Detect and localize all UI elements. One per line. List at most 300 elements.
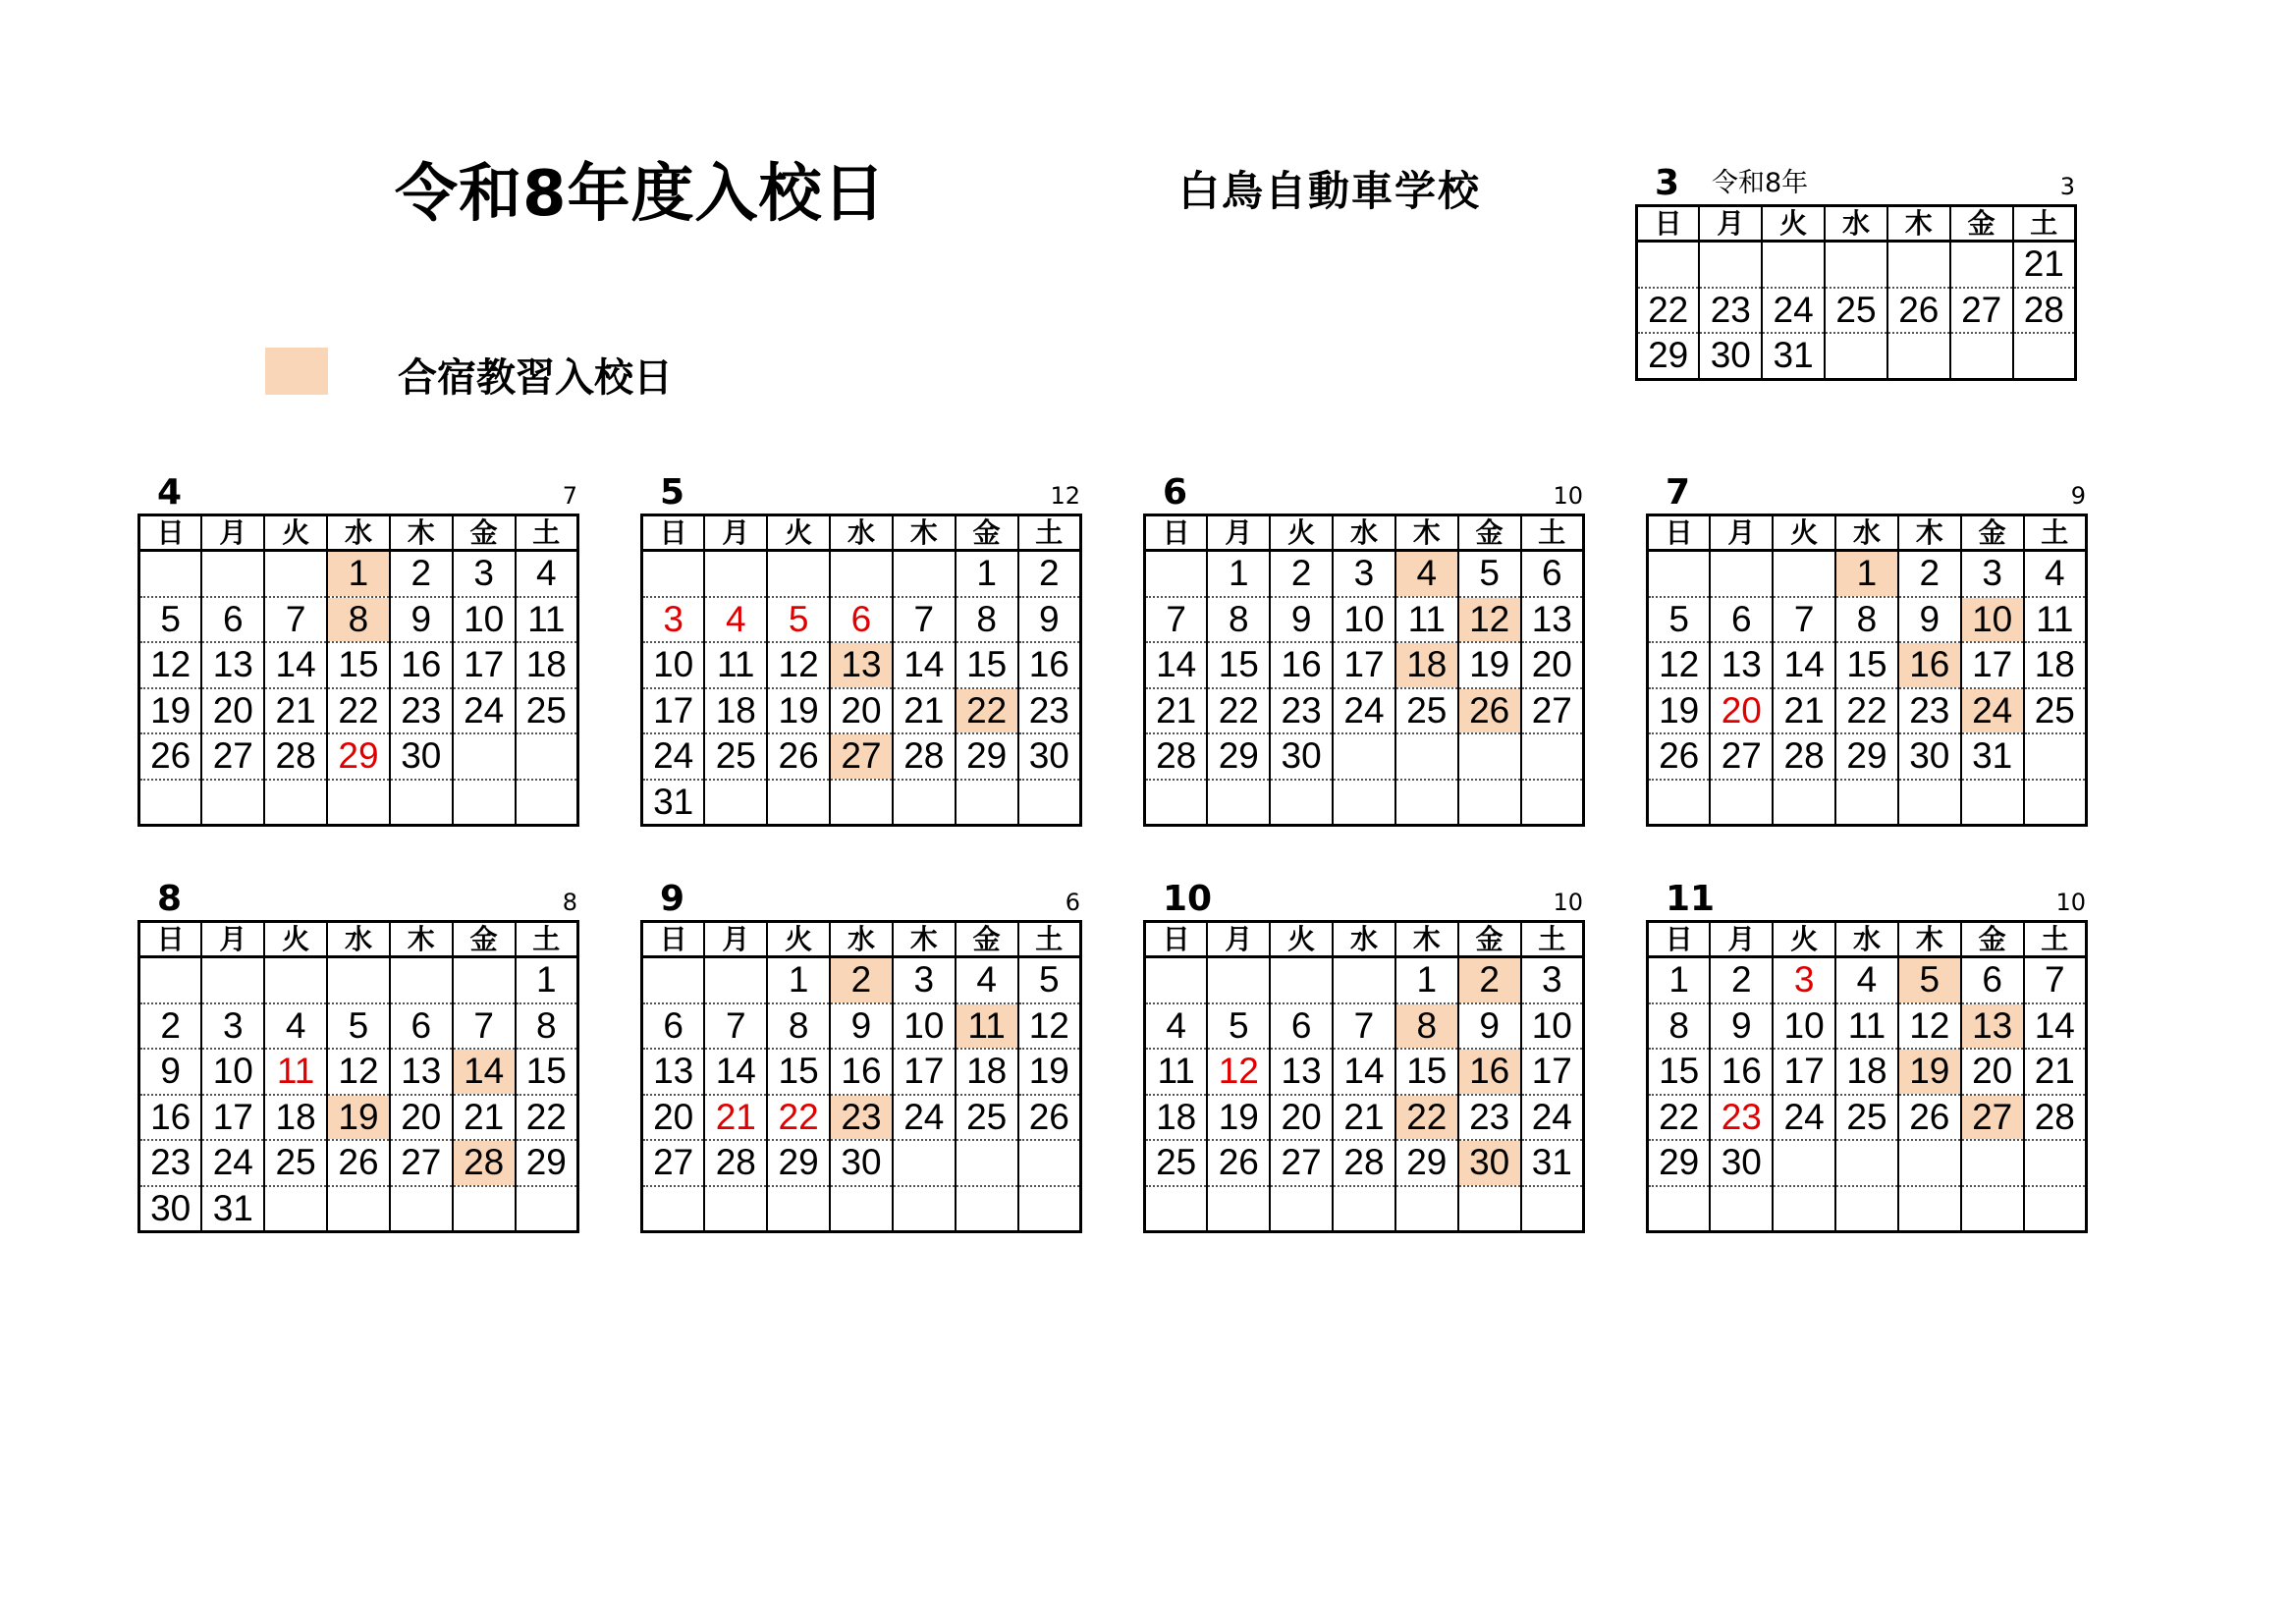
empty-cell	[201, 780, 264, 826]
empty-cell	[139, 957, 202, 1003]
empty-cell	[201, 957, 264, 1003]
day-cell: 26	[139, 733, 202, 780]
day-cell: 1	[956, 551, 1018, 597]
day-cell: 28	[1333, 1140, 1395, 1186]
empty-cell	[1018, 1140, 1081, 1186]
day-cell: 11	[516, 597, 578, 643]
day-cell: 24	[1762, 288, 1825, 334]
day-cell: 21	[264, 688, 327, 734]
day-cell: 19	[1018, 1049, 1081, 1095]
empty-cell	[1699, 242, 1762, 288]
empty-cell	[830, 1186, 893, 1232]
day-cell: 17	[893, 1049, 956, 1095]
empty-cell	[1825, 333, 1887, 379]
day-cell: 18	[1145, 1095, 1208, 1141]
week-row	[1145, 1049, 1584, 1095]
day-cell: 6	[1521, 551, 1584, 597]
day-cell: 7	[1145, 597, 1208, 643]
empty-cell	[1898, 1186, 1961, 1232]
week-row	[1145, 551, 1584, 597]
empty-cell	[1961, 780, 2024, 826]
empty-cell	[1648, 1186, 1711, 1232]
weekday-label: 月	[704, 922, 767, 957]
day-cell: 2	[139, 1003, 202, 1050]
weekday-header-row	[1145, 922, 1584, 957]
day-cell: 24	[453, 688, 516, 734]
empty-cell	[1710, 551, 1773, 597]
calendar-month-10	[1143, 879, 1585, 1233]
day-cell: 4	[516, 551, 578, 597]
day-cell: 30	[1699, 333, 1762, 379]
empty-cell	[264, 551, 327, 597]
day-cell: 21	[893, 688, 956, 734]
weekday-label: 月	[1699, 206, 1762, 242]
empty-cell	[1835, 780, 1898, 826]
day-cell: 8	[1207, 597, 1270, 643]
week-row	[1145, 1095, 1584, 1141]
day-cell: 10	[453, 597, 516, 643]
day-cell: 21	[1333, 1095, 1395, 1141]
day-cell: 21	[2024, 1049, 2087, 1095]
calendar-header	[640, 472, 1082, 514]
day-cell: 18	[1395, 642, 1458, 688]
weekday-label: 土	[2024, 922, 2087, 957]
day-cell: 22	[956, 688, 1018, 734]
day-cell: 29	[1207, 733, 1270, 780]
day-cell: 28	[2024, 1095, 2087, 1141]
weekday-label: 土	[2024, 515, 2087, 551]
week-row	[139, 1186, 578, 1232]
weekday-label: 水	[830, 515, 893, 551]
day-cell: 23	[1458, 1095, 1521, 1141]
day-cell: 16	[830, 1049, 893, 1095]
entry-count: 12	[1050, 482, 1080, 510]
calendar-grid	[1143, 514, 1585, 827]
empty-cell	[1835, 1186, 1898, 1232]
week-row	[1648, 688, 2087, 734]
month-number: 9	[660, 879, 685, 919]
month-number: 6	[1163, 472, 1188, 513]
empty-cell	[767, 551, 830, 597]
week-row	[139, 1003, 578, 1050]
weekday-label: 水	[1825, 206, 1887, 242]
day-cell: 1	[1207, 551, 1270, 597]
weekday-label: 月	[1207, 922, 1270, 957]
day-cell: 4	[1835, 957, 1898, 1003]
day-cell: 5	[327, 1003, 390, 1050]
day-cell: 17	[1961, 642, 2024, 688]
empty-cell	[264, 780, 327, 826]
day-cell: 26	[767, 733, 830, 780]
day-cell: 3	[642, 597, 705, 643]
empty-cell	[1207, 957, 1270, 1003]
day-cell: 11	[704, 642, 767, 688]
week-row	[1648, 1140, 2087, 1186]
week-row	[1145, 597, 1584, 643]
week-row	[642, 551, 1081, 597]
day-cell: 14	[1145, 642, 1208, 688]
entry-count: 10	[1553, 889, 1583, 916]
day-cell: 13	[1710, 642, 1773, 688]
era-label: 令和8年	[1712, 168, 1809, 198]
day-cell: 7	[264, 597, 327, 643]
month-number: 11	[1666, 879, 1716, 919]
day-cell: 19	[1898, 1049, 1961, 1095]
empty-cell	[1710, 780, 1773, 826]
day-cell: 15	[516, 1049, 578, 1095]
day-cell: 3	[893, 957, 956, 1003]
day-cell: 5	[1898, 957, 1961, 1003]
day-cell: 10	[642, 642, 705, 688]
day-cell: 28	[704, 1140, 767, 1186]
day-cell: 29	[767, 1140, 830, 1186]
day-cell: 11	[1145, 1049, 1208, 1095]
day-cell: 20	[1521, 642, 1584, 688]
day-cell: 24	[1961, 688, 2024, 734]
day-cell: 20	[642, 1095, 705, 1141]
day-cell: 3	[453, 551, 516, 597]
day-cell: 12	[1018, 1003, 1081, 1050]
weekday-label: 月	[1710, 515, 1773, 551]
weekday-header-row	[1145, 515, 1584, 551]
day-cell: 23	[139, 1140, 202, 1186]
weekday-label: 水	[1333, 515, 1395, 551]
weekday-label: 月	[201, 515, 264, 551]
day-cell: 11	[1395, 597, 1458, 643]
weekday-label: 金	[1458, 922, 1521, 957]
empty-cell	[1270, 957, 1333, 1003]
empty-cell	[767, 1186, 830, 1232]
week-row	[1648, 551, 2087, 597]
day-cell: 18	[704, 688, 767, 734]
day-cell: 24	[1773, 1095, 1835, 1141]
week-row	[139, 1049, 578, 1095]
day-cell: 26	[1207, 1140, 1270, 1186]
day-cell: 19	[327, 1095, 390, 1141]
day-cell: 6	[1710, 597, 1773, 643]
day-cell: 10	[1521, 1003, 1584, 1050]
day-cell: 16	[390, 642, 453, 688]
weekday-label: 日	[1145, 515, 1208, 551]
day-cell: 12	[1207, 1049, 1270, 1095]
day-cell: 3	[1773, 957, 1835, 1003]
day-cell: 8	[1395, 1003, 1458, 1050]
day-cell: 17	[1521, 1049, 1584, 1095]
calendar-month-4	[137, 472, 579, 827]
day-cell: 30	[1018, 733, 1081, 780]
calendar-month-9	[640, 879, 1082, 1233]
day-cell: 23	[1018, 688, 1081, 734]
day-cell: 10	[201, 1049, 264, 1095]
empty-cell	[830, 551, 893, 597]
week-row	[642, 957, 1081, 1003]
week-row	[642, 1049, 1081, 1095]
day-cell: 27	[390, 1140, 453, 1186]
weekday-label: 日	[1145, 922, 1208, 957]
empty-cell	[1207, 1186, 1270, 1232]
weekday-label: 日	[642, 922, 705, 957]
day-cell: 25	[704, 733, 767, 780]
day-cell: 20	[201, 688, 264, 734]
empty-cell	[516, 733, 578, 780]
empty-cell	[453, 733, 516, 780]
day-cell: 20	[390, 1095, 453, 1141]
week-row	[139, 957, 578, 1003]
week-row	[642, 733, 1081, 780]
day-cell: 6	[830, 597, 893, 643]
day-cell: 23	[830, 1095, 893, 1141]
empty-cell	[1521, 733, 1584, 780]
day-cell: 1	[1648, 957, 1711, 1003]
empty-cell	[893, 1140, 956, 1186]
empty-cell	[1458, 1186, 1521, 1232]
week-row	[139, 642, 578, 688]
weekday-label: 水	[1835, 515, 1898, 551]
empty-cell	[201, 551, 264, 597]
day-cell: 19	[1648, 688, 1711, 734]
empty-cell	[1333, 1186, 1395, 1232]
weekday-label: 金	[1961, 922, 2024, 957]
empty-cell	[2013, 333, 2076, 379]
day-cell: 14	[1773, 642, 1835, 688]
day-cell: 18	[264, 1095, 327, 1141]
day-cell: 18	[516, 642, 578, 688]
empty-cell	[1521, 780, 1584, 826]
empty-cell	[1018, 780, 1081, 826]
weekday-label: 火	[767, 515, 830, 551]
day-cell: 29	[1395, 1140, 1458, 1186]
day-cell: 11	[1835, 1003, 1898, 1050]
empty-cell	[893, 1186, 956, 1232]
empty-cell	[1637, 242, 1700, 288]
week-row	[1648, 1003, 2087, 1050]
empty-cell	[1145, 957, 1208, 1003]
calendar-header	[137, 472, 579, 514]
day-cell: 14	[264, 642, 327, 688]
week-row	[1648, 1049, 2087, 1095]
day-cell: 18	[1835, 1049, 1898, 1095]
month-number: 4	[157, 472, 183, 513]
weekday-label: 金	[453, 515, 516, 551]
weekday-header-row	[139, 515, 578, 551]
day-cell: 23	[1898, 688, 1961, 734]
day-cell: 26	[1458, 688, 1521, 734]
day-cell: 5	[1207, 1003, 1270, 1050]
day-cell: 24	[201, 1140, 264, 1186]
day-cell: 26	[327, 1140, 390, 1186]
day-cell: 24	[1333, 688, 1395, 734]
day-cell: 9	[139, 1049, 202, 1095]
day-cell: 13	[201, 642, 264, 688]
day-cell: 15	[1207, 642, 1270, 688]
day-cell: 13	[1270, 1049, 1333, 1095]
empty-cell	[1961, 1140, 2024, 1186]
day-cell: 9	[1458, 1003, 1521, 1050]
day-cell: 31	[1521, 1140, 1584, 1186]
week-row	[139, 551, 578, 597]
empty-cell	[1898, 780, 1961, 826]
empty-cell	[1887, 333, 1950, 379]
day-cell: 14	[893, 642, 956, 688]
empty-cell	[139, 551, 202, 597]
empty-cell	[767, 780, 830, 826]
day-cell: 5	[767, 597, 830, 643]
empty-cell	[1333, 957, 1395, 1003]
weekday-label: 金	[956, 515, 1018, 551]
day-cell: 4	[1145, 1003, 1208, 1050]
empty-cell	[453, 957, 516, 1003]
empty-cell	[704, 780, 767, 826]
empty-cell	[1521, 1186, 1584, 1232]
calendar-header	[137, 879, 579, 920]
calendar-month-8	[137, 879, 579, 1233]
day-cell: 30	[830, 1140, 893, 1186]
weekday-header-row	[1648, 922, 2087, 957]
calendar-header	[1143, 879, 1585, 920]
empty-cell	[1773, 1186, 1835, 1232]
empty-cell	[893, 780, 956, 826]
weekday-header-row	[1637, 206, 2076, 242]
empty-cell	[1270, 780, 1333, 826]
weekday-label: 木	[390, 515, 453, 551]
empty-cell	[1773, 1140, 1835, 1186]
empty-cell	[956, 780, 1018, 826]
empty-cell	[1648, 780, 1711, 826]
empty-cell	[704, 1186, 767, 1232]
day-cell: 11	[956, 1003, 1018, 1050]
day-cell: 30	[1270, 733, 1333, 780]
calendar-header	[1635, 163, 2077, 204]
day-cell: 31	[1961, 733, 2024, 780]
week-row	[642, 597, 1081, 643]
day-cell: 16	[1898, 642, 1961, 688]
day-cell: 2	[1018, 551, 1081, 597]
week-row	[139, 1095, 578, 1141]
week-row	[139, 733, 578, 780]
day-cell: 5	[1018, 957, 1081, 1003]
day-cell: 8	[327, 597, 390, 643]
entry-count: 3	[2059, 173, 2075, 200]
day-cell: 22	[1648, 1095, 1711, 1141]
day-cell: 15	[327, 642, 390, 688]
day-cell: 25	[1145, 1140, 1208, 1186]
empty-cell	[2024, 780, 2087, 826]
day-cell: 9	[1898, 597, 1961, 643]
empty-cell	[1950, 242, 2013, 288]
day-cell: 9	[1018, 597, 1081, 643]
weekday-label: 火	[767, 922, 830, 957]
week-row	[139, 780, 578, 826]
day-cell: 22	[1637, 288, 1700, 334]
day-cell: 16	[1710, 1049, 1773, 1095]
weekday-label: 木	[1898, 515, 1961, 551]
week-row	[1637, 333, 2076, 379]
calendar-month-7	[1646, 472, 2088, 827]
week-row	[1648, 642, 2087, 688]
empty-cell	[642, 551, 705, 597]
day-cell: 9	[390, 597, 453, 643]
day-cell: 29	[327, 733, 390, 780]
weekday-label: 日	[1637, 206, 1700, 242]
month-number: 8	[157, 879, 183, 919]
day-cell: 26	[1648, 733, 1711, 780]
empty-cell	[327, 1186, 390, 1232]
day-cell: 14	[453, 1049, 516, 1095]
weekday-label: 火	[1762, 206, 1825, 242]
empty-cell	[1648, 551, 1711, 597]
day-cell: 10	[893, 1003, 956, 1050]
day-cell: 4	[956, 957, 1018, 1003]
week-row	[642, 1003, 1081, 1050]
calendar-month-6	[1143, 472, 1585, 827]
day-cell: 21	[2013, 242, 2076, 288]
day-cell: 28	[1773, 733, 1835, 780]
day-cell: 4	[2024, 551, 2087, 597]
day-cell: 16	[1458, 1049, 1521, 1095]
empty-cell	[1825, 242, 1887, 288]
empty-cell	[1773, 780, 1835, 826]
weekday-label: 日	[139, 515, 202, 551]
calendar-grid	[1646, 920, 2088, 1233]
week-row	[1637, 242, 2076, 288]
empty-cell	[956, 1186, 1018, 1232]
month-number: 10	[1163, 879, 1213, 919]
week-row	[1145, 1186, 1584, 1232]
day-cell: 30	[1710, 1140, 1773, 1186]
day-cell: 15	[1648, 1049, 1711, 1095]
empty-cell	[516, 780, 578, 826]
day-cell: 4	[1395, 551, 1458, 597]
calendar-month-3	[1635, 163, 2077, 381]
day-cell: 29	[956, 733, 1018, 780]
day-cell: 30	[390, 733, 453, 780]
day-cell: 21	[453, 1095, 516, 1141]
day-cell: 27	[1270, 1140, 1333, 1186]
weekday-label: 日	[1648, 515, 1711, 551]
day-cell: 3	[1333, 551, 1395, 597]
empty-cell	[516, 1186, 578, 1232]
day-cell: 20	[1270, 1095, 1333, 1141]
weekday-header-row	[642, 515, 1081, 551]
weekday-label: 月	[704, 515, 767, 551]
day-cell: 25	[1825, 288, 1887, 334]
day-cell: 6	[201, 597, 264, 643]
empty-cell	[1898, 1140, 1961, 1186]
day-cell: 23	[390, 688, 453, 734]
week-row	[139, 597, 578, 643]
weekday-label: 日	[1648, 922, 1711, 957]
day-cell: 25	[1835, 1095, 1898, 1141]
day-cell: 31	[642, 780, 705, 826]
empty-cell	[1395, 733, 1458, 780]
day-cell: 22	[1207, 688, 1270, 734]
empty-cell	[1018, 1186, 1081, 1232]
day-cell: 12	[139, 642, 202, 688]
empty-cell	[1145, 780, 1208, 826]
day-cell: 27	[201, 733, 264, 780]
weekday-label: 火	[1773, 922, 1835, 957]
day-cell: 24	[893, 1095, 956, 1141]
day-cell: 25	[516, 688, 578, 734]
day-cell: 27	[1521, 688, 1584, 734]
day-cell: 30	[139, 1186, 202, 1232]
day-cell: 20	[830, 688, 893, 734]
day-cell: 21	[1773, 688, 1835, 734]
empty-cell	[390, 1186, 453, 1232]
empty-cell	[1333, 733, 1395, 780]
day-cell: 5	[1458, 551, 1521, 597]
day-cell: 8	[956, 597, 1018, 643]
